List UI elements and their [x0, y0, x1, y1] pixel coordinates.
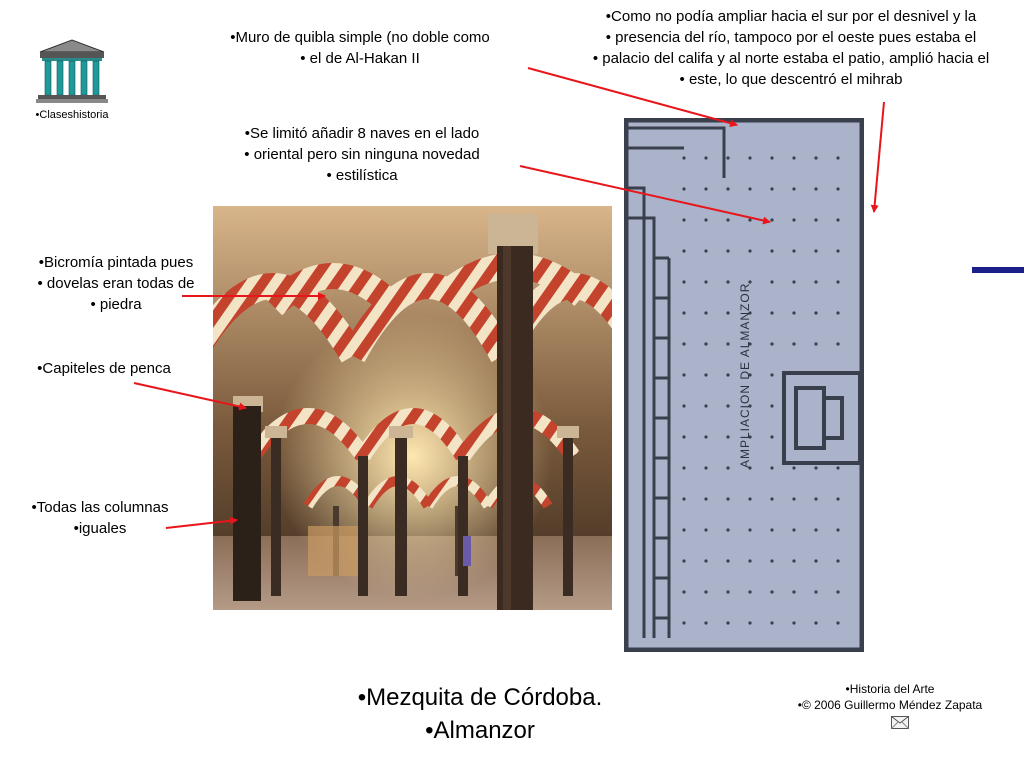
plan-column-dot	[792, 497, 795, 500]
plan-column-dot	[682, 435, 685, 438]
plan-column-dot	[682, 373, 685, 376]
plan-column-dot	[682, 156, 685, 159]
plan-column-dot	[836, 559, 839, 562]
plan-column-dot	[792, 559, 795, 562]
plan-column-dot	[682, 187, 685, 190]
note-line: • presencia del río, tampoco por el oeste pues estaba el	[605, 29, 977, 46]
plan-column-dot	[704, 342, 707, 345]
plan-column-dot	[792, 249, 795, 252]
plan-column-dot	[704, 249, 707, 252]
note-line: • oriental pero sin ninguna novedad	[244, 146, 480, 163]
plan-column-dot	[814, 187, 817, 190]
plan-column-dot	[748, 156, 751, 159]
plan-column-dot	[836, 311, 839, 314]
plan-column-dot	[682, 559, 685, 562]
note-expansion-reason	[556, 6, 1024, 90]
greek-temple-icon	[36, 38, 108, 104]
plan-column-dot	[770, 342, 773, 345]
plan-column-dot	[704, 187, 707, 190]
plan-column-dot	[836, 590, 839, 593]
accent-bar	[972, 267, 1024, 273]
plan-column-dot	[814, 497, 817, 500]
plan-column-dot	[792, 342, 795, 345]
plan-column-dot	[704, 280, 707, 283]
plan-column-dot	[814, 218, 817, 221]
plan-column-dot	[792, 621, 795, 624]
note-capiteles	[14, 358, 194, 379]
plan-column-dot	[726, 528, 729, 531]
plan-column-dot	[836, 466, 839, 469]
arrow-mihrab	[874, 102, 884, 212]
plan-column-dot	[682, 497, 685, 500]
plan-column-dot	[814, 280, 817, 283]
plan-column-dot	[726, 559, 729, 562]
plan-column-dot	[814, 621, 817, 624]
plan-column-dot	[770, 559, 773, 562]
plan-column-dot	[814, 528, 817, 531]
footer-course: •Historia del Arte	[845, 682, 935, 696]
note-line: •Todas las columnas	[31, 499, 169, 516]
plan-column-dot	[748, 621, 751, 624]
plan-column-dot	[814, 466, 817, 469]
plan-column-dot	[770, 280, 773, 283]
plan-column-dot	[704, 497, 707, 500]
note-line: • palacio del califa y al norte estaba el patio, amplió hacia el	[592, 50, 990, 67]
plan-column-dot	[836, 528, 839, 531]
plan-column-dot	[726, 218, 729, 221]
plan-column-dot	[726, 404, 729, 407]
note-line: •Bicromía pintada pues	[38, 254, 194, 271]
plan-column-dot	[726, 311, 729, 314]
note-line: •iguales	[73, 520, 127, 537]
note-line: • dovelas eran todas de	[37, 275, 195, 292]
plan-column-dot	[682, 590, 685, 593]
plan-column-dot	[726, 466, 729, 469]
plan-column-dot	[836, 280, 839, 283]
plan-column-dot	[704, 559, 707, 562]
note-eight-naves	[212, 123, 512, 186]
plan-column-dot	[704, 528, 707, 531]
plan-column-dot	[770, 373, 773, 376]
plan-column-dot	[814, 156, 817, 159]
plan-column-dot	[836, 156, 839, 159]
note-line: •Muro de quibla simple (no doble como	[230, 29, 490, 46]
note-qibla-wall	[205, 27, 515, 69]
title-line: •Almanzor	[425, 717, 535, 744]
plan-column-dot	[770, 435, 773, 438]
plan-column-dot	[748, 249, 751, 252]
plan-column-dot	[836, 342, 839, 345]
slide-title	[300, 681, 660, 747]
plan-column-dot	[682, 280, 685, 283]
plan-column-dot	[726, 342, 729, 345]
plan-column-dot	[814, 342, 817, 345]
logo-caption: •Claseshistoria	[35, 109, 109, 121]
plan-column-dot	[792, 311, 795, 314]
plan-column-dot	[682, 621, 685, 624]
plan-column-dot	[770, 156, 773, 159]
plan-column-dot	[726, 187, 729, 190]
note-line: •Se limitó añadir 8 naves en el lado	[244, 125, 480, 142]
plan-column-dot	[704, 621, 707, 624]
plan-column-dot	[726, 373, 729, 376]
plan-column-dot	[792, 218, 795, 221]
plan-column-dot	[748, 528, 751, 531]
plan-column-dot	[748, 187, 751, 190]
plan-column-dot	[770, 590, 773, 593]
plan-column-dot	[704, 218, 707, 221]
plan-column-dot	[792, 280, 795, 283]
plan-column-dot	[814, 559, 817, 562]
plan-column-dot	[682, 311, 685, 314]
title-line: •Mezquita de Córdoba.	[357, 684, 603, 711]
note-line: • el de Al-Hakan II	[300, 50, 420, 67]
plan-column-dot	[726, 280, 729, 283]
plan-column-dot	[726, 156, 729, 159]
plan-column-dot	[792, 156, 795, 159]
plan-column-dot	[682, 466, 685, 469]
plan-column-dot	[726, 590, 729, 593]
plan-column-dot	[814, 249, 817, 252]
plan-column-dot	[792, 466, 795, 469]
footer-copyright: •© 2006 Guillermo Méndez Zapata	[797, 698, 983, 712]
note-line: •Capiteles de penca	[37, 360, 171, 377]
plan-column-dot	[770, 404, 773, 407]
plan-column-dot	[770, 249, 773, 252]
note-line: • estilística	[326, 167, 398, 184]
envelope-icon[interactable]	[891, 716, 909, 729]
plan-column-dot	[704, 156, 707, 159]
plan-column-dot	[792, 528, 795, 531]
plan-column-dot	[726, 435, 729, 438]
plan-column-dot	[770, 218, 773, 221]
plan-column-dot	[704, 435, 707, 438]
plan-column-dot	[682, 528, 685, 531]
footer-credits	[760, 681, 1020, 713]
plan-column-dot	[726, 497, 729, 500]
plan-column-dot	[770, 621, 773, 624]
plan-column-dot	[726, 249, 729, 252]
plan-column-dot	[704, 590, 707, 593]
note-columnas	[10, 497, 190, 539]
plan-column-dot	[748, 497, 751, 500]
plan-column-dot	[814, 311, 817, 314]
note-line: •Como no podía ampliar hacia el sur por el desnivel y la	[605, 8, 977, 25]
note-line: • este, lo que descentró el mihrab	[679, 71, 903, 88]
plan-column-dot	[836, 218, 839, 221]
plan-column-dot	[682, 249, 685, 252]
plan-column-dot	[770, 311, 773, 314]
plan-label: AMPLIACION DE ALMANZOR	[738, 282, 752, 468]
plan-column-dot	[836, 187, 839, 190]
mosque-floor-plan	[624, 118, 864, 652]
plan-column-dot	[792, 187, 795, 190]
note-line: • piedra	[90, 296, 142, 313]
plan-column-dot	[682, 404, 685, 407]
plan-column-dot	[682, 342, 685, 345]
plan-column-dot	[704, 404, 707, 407]
note-bicromia	[14, 252, 218, 315]
mosque-interior-photo	[213, 206, 612, 610]
plan-column-dot	[748, 559, 751, 562]
plan-column-dot	[836, 497, 839, 500]
plan-column-dot	[704, 311, 707, 314]
plan-column-dot	[748, 218, 751, 221]
plan-column-dot	[770, 187, 773, 190]
plan-column-dot	[748, 590, 751, 593]
plan-column-dot	[836, 249, 839, 252]
plan-column-dot	[814, 590, 817, 593]
plan-column-dot	[836, 621, 839, 624]
plan-column-dot	[704, 466, 707, 469]
plan-column-dot	[704, 373, 707, 376]
plan-column-dot	[792, 590, 795, 593]
plan-column-dot	[726, 621, 729, 624]
plan-column-dot	[770, 497, 773, 500]
plan-column-dot	[770, 528, 773, 531]
plan-column-dot	[682, 218, 685, 221]
plan-column-dot	[770, 466, 773, 469]
